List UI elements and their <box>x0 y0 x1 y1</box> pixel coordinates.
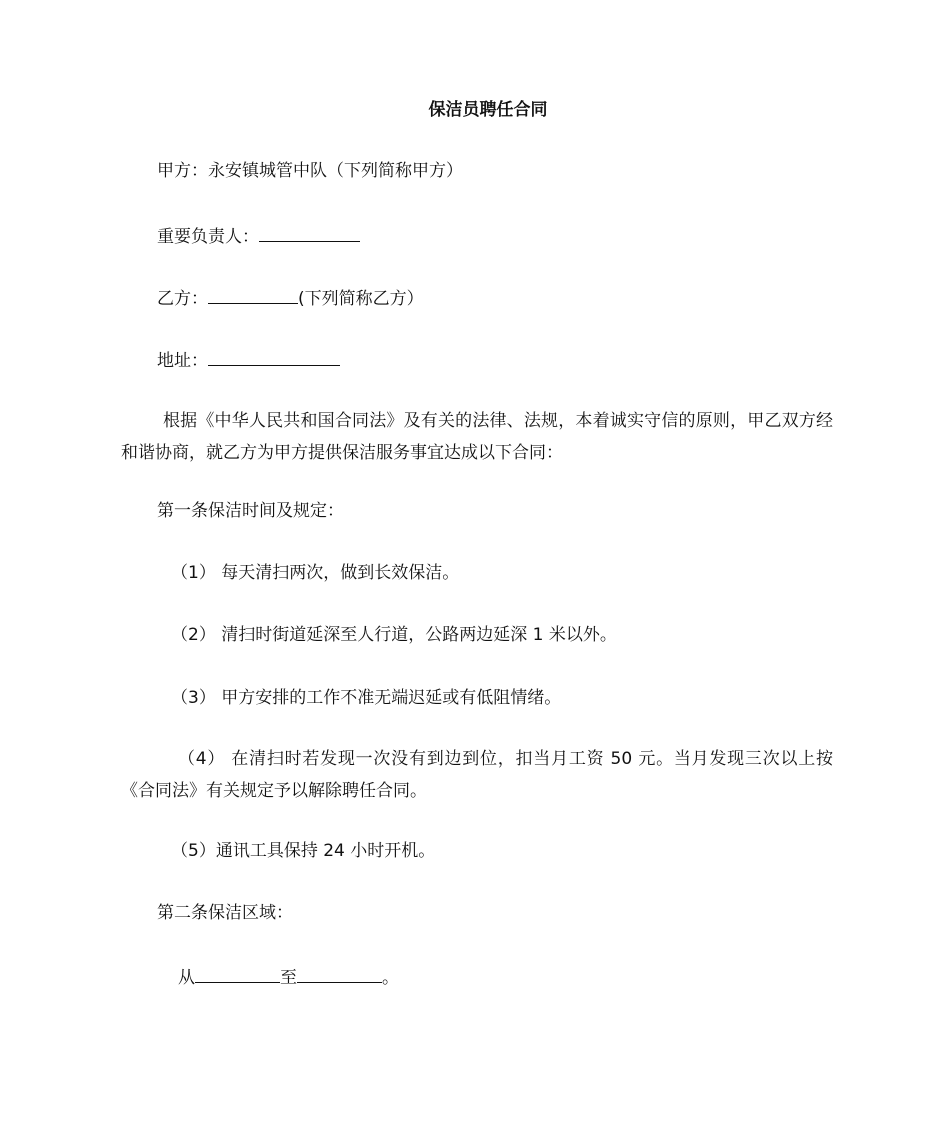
area-to-label: 至 <box>280 968 297 988</box>
article1-item-1: （1） 每天清扫两次，做到长效保洁。 <box>171 563 460 583</box>
party-b-line <box>157 284 424 311</box>
person-in-charge-blank <box>259 222 360 242</box>
article1-heading: 第一条保洁时间及规定： <box>157 501 344 521</box>
address-blank <box>208 346 340 366</box>
party-a-line: 甲方：永安镇城管中队（下列简称甲方） <box>157 161 463 181</box>
party-b-suffix: (下列简称乙方） <box>298 289 424 309</box>
party-b-label: 乙方： <box>157 289 208 309</box>
area-to-blank <box>297 963 382 983</box>
area-end-mark: 。 <box>382 968 399 988</box>
article1-item-3: （3） 甲方安排的工作不准无端迟延或有低阻情绪。 <box>171 688 562 708</box>
article1-item-4: （4） 在清扫时若发现一次没有到边到位，扣当月工资 50 元。当月发现三次以上按《合同法》有关规定予以解除聘任合同。 <box>121 749 833 801</box>
person-in-charge-label: 重要负责人： <box>157 227 259 247</box>
area-line <box>178 963 399 990</box>
document-title: 保洁员聘任合同 <box>428 100 548 120</box>
article2-heading: 第二条保洁区域： <box>157 903 293 923</box>
party-b-blank <box>208 284 298 304</box>
person-in-charge-line <box>157 222 360 249</box>
preamble-paragraph: 根据《中华人民共和国合同法》及有关的法律、法规，本着诚实守信的原则，甲乙双方经和谐协商，就乙方为甲方提供保洁服务事宜达成以下合同： <box>121 411 833 463</box>
article1-item-5: （5）通讯工具保持 24 小时开机。 <box>171 841 436 861</box>
area-from-blank <box>195 963 280 983</box>
article1-item-2: （2） 清扫时街道延深至人行道，公路两边延深 1 米以外。 <box>171 625 617 645</box>
address-label: 地址： <box>157 351 208 371</box>
address-line <box>157 346 340 373</box>
area-from-label: 从 <box>178 968 195 988</box>
